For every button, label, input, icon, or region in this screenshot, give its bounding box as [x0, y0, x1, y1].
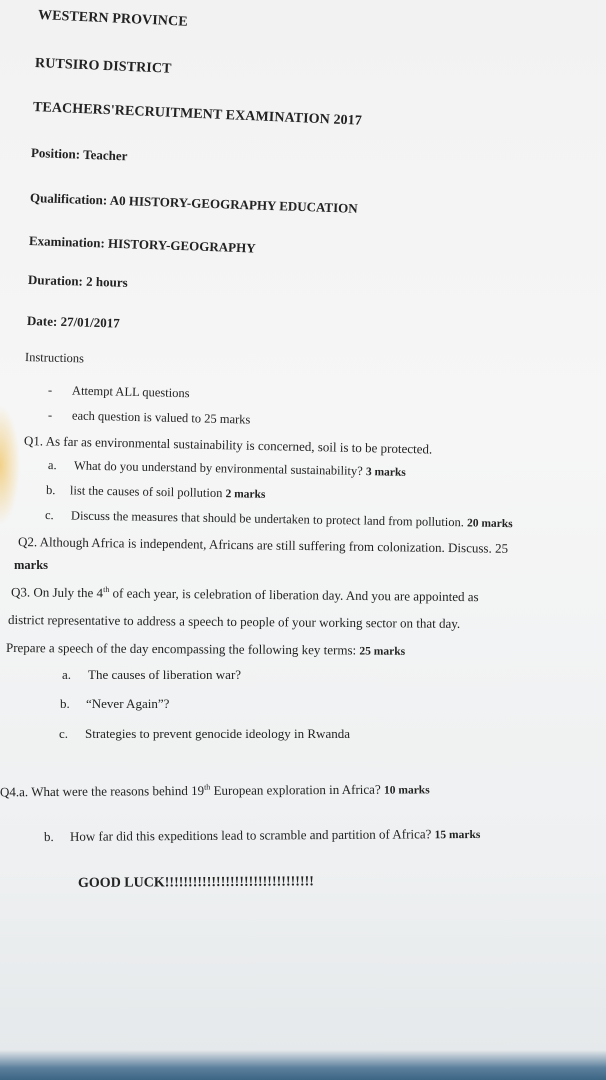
- instruction-text: Attempt ALL questions: [71, 383, 190, 401]
- duration-label: Duration:: [27, 272, 87, 289]
- part-text: “Never Again”?: [86, 696, 170, 711]
- part-letter: c.: [59, 726, 69, 741]
- examination-value: HISTORY-GEOGRAPHY: [107, 235, 256, 256]
- part-letter: b.: [45, 483, 56, 498]
- position-value: Teacher: [82, 146, 128, 164]
- q3-text: Prepare a speech of the day encompassing the following key terms:: [5, 640, 360, 658]
- q2-stem: Q2. Although Africa is independent, Africans are still suffering from colonization. Discuss. 25: [17, 534, 509, 556]
- q3-text: Q3. On July the 4: [10, 584, 104, 601]
- q3-part-c: [59, 726, 350, 742]
- qualification-value: A0 HISTORY-GEOGRAPHY EDUCATION: [109, 192, 358, 216]
- examination-label: Examination:: [28, 233, 109, 251]
- district-heading: RUTSIRO DISTRICT: [34, 56, 172, 77]
- marks-label: 15 marks: [434, 828, 481, 842]
- q2-marks: marks: [14, 558, 49, 572]
- duration-value: 2 hours: [85, 273, 128, 290]
- bottom-shadow: [0, 1050, 606, 1080]
- marks-label: 2 marks: [225, 488, 266, 501]
- instructions-title: Instructions: [24, 350, 85, 366]
- date-line: [27, 313, 120, 332]
- part-text: How far did this expeditions lead to scramble and partition of Africa?: [69, 826, 435, 844]
- part-text: Discuss the measures that should be undertaken to protect land from pollution.: [70, 508, 468, 530]
- part-text: list the causes of soil pollution: [69, 483, 226, 501]
- part-letter: a.: [47, 458, 57, 473]
- part-text: What do you understand by environmental sustainability?: [73, 458, 367, 479]
- finger-shadow: [0, 405, 20, 525]
- part-letter: b.: [43, 828, 54, 844]
- q3-part-b: [60, 696, 169, 712]
- q4-text: Q4.a. What were the reasons behind 19: [0, 782, 205, 800]
- part-letter: c.: [44, 508, 54, 523]
- position-label: Position:: [30, 145, 84, 162]
- marks-label: 25 marks: [359, 645, 406, 658]
- instruction-text: each question is valued to 25 marks: [71, 408, 251, 427]
- q3-line3: [6, 640, 405, 659]
- q4-part-a: [0, 781, 430, 800]
- dash-bullet: -: [47, 383, 53, 398]
- q4-text: European exploration in Africa?: [210, 781, 385, 798]
- superscript: th: [204, 782, 211, 792]
- marks-label: 3 marks: [365, 466, 406, 479]
- position-line: [31, 145, 128, 164]
- superscript: th: [103, 584, 110, 595]
- marks-label: 20 marks: [466, 517, 513, 531]
- part-text: Strategies to prevent genocide ideology in Rwanda: [85, 726, 350, 741]
- part-letter: b.: [60, 696, 70, 711]
- part-text: The causes of liberation war?: [88, 667, 242, 682]
- province-heading: WESTERN PROVINCE: [37, 8, 189, 30]
- q3-line2: district representative to address a speech to people of your working sector on that day.: [7, 612, 461, 631]
- marks-label: 10 marks: [383, 784, 430, 797]
- date-label: Date:: [26, 313, 61, 329]
- q1-stem: Q1. As far as environmental sustainability is concerned, soil is to be protected.: [23, 433, 433, 457]
- instruction-item: [48, 383, 190, 401]
- duration-line: [28, 272, 128, 291]
- date-value: 27/01/2017: [60, 313, 120, 331]
- qualification-label: Qualification:: [29, 190, 111, 208]
- exam-title: TEACHERS'RECRUITMENT EXAMINATION 2017: [32, 100, 363, 129]
- good-luck: GOOD LUCK!!!!!!!!!!!!!!!!!!!!!!!!!!!!!!!!: [77, 874, 314, 891]
- part-letter: a.: [62, 667, 72, 682]
- q4-part-b: [44, 826, 480, 845]
- q3-part-a: [62, 667, 241, 683]
- dash-bullet: -: [47, 408, 53, 423]
- q3-text: of each year, is celebration of liberation day. And you are appointed as: [109, 585, 479, 605]
